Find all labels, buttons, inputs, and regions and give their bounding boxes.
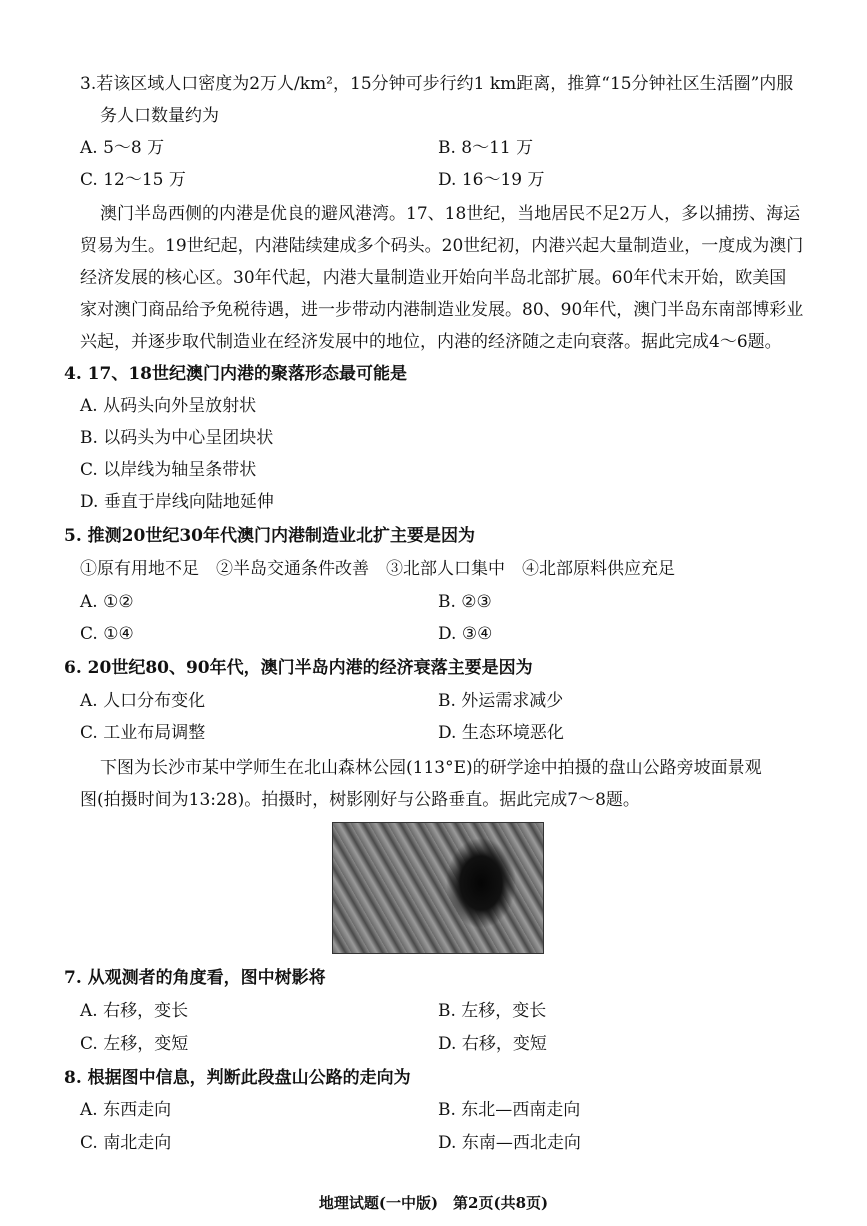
q5-option-d: D. ③④	[438, 624, 493, 644]
q5-stem: 5. 推测20世纪30年代澳门内港制造业北扩主要是因为	[64, 526, 475, 546]
q4-option-d: D. 垂直于岸线向陆地延伸	[80, 492, 274, 512]
q6-option-d: D. 生态环境恶化	[438, 723, 564, 743]
slope-tree-shadow-photo	[332, 822, 544, 954]
q8-option-c: C. 南北走向	[80, 1133, 172, 1153]
q3-option-d: D. 16～19 万	[438, 170, 545, 190]
passage2-line-1: 下图为长沙市某中学师生在北山森林公园(113°E)的研学途中拍摄的盘山公路旁坡面景观	[100, 758, 762, 778]
q5-items: ①原有用地不足 ②半岛交通条件改善 ③北部人口集中 ④北部原料供应充足	[80, 559, 675, 579]
q7-option-a: A. 右移，变长	[80, 1001, 189, 1021]
q7-option-c: C. 左移，变短	[80, 1034, 189, 1054]
q8-option-a: A. 东西走向	[80, 1100, 172, 1120]
q5-option-b: B. ②③	[438, 592, 492, 612]
passage1-line-1: 澳门半岛西侧的内港是优良的避风港湾。17、18世纪，当地居民不足2万人，多以捕捞、海运	[100, 204, 801, 224]
q6-option-c: C. 工业布局调整	[80, 723, 206, 743]
q8-stem: 8. 根据图中信息，判断此段盘山公路的走向为	[64, 1068, 411, 1088]
q3-option-b: B. 8～11 万	[438, 138, 534, 158]
page-footer: 地理试题(一中版) 第2页(共8页)	[318, 1194, 549, 1212]
q7-option-d: D. 右移，变短	[438, 1034, 547, 1054]
q3-option-a: A. 5～8 万	[80, 138, 165, 158]
q4-option-c: C. 以岸线为轴呈条带状	[80, 460, 257, 480]
q6-stem: 6. 20世纪80、90年代，澳门半岛内港的经济衰落主要是因为	[64, 658, 533, 678]
q5-option-c: C. ①④	[80, 624, 134, 644]
q5-option-a: A. ①②	[80, 592, 134, 612]
q6-option-b: B. 外运需求减少	[438, 691, 564, 711]
passage2-line-2: 图(拍摄时间为13:28)。拍摄时，树影刚好与公路垂直。据此完成7～8题。	[80, 790, 640, 810]
q6-option-a: A. 人口分布变化	[80, 691, 206, 711]
passage1-line-4: 家对澳门商品给予免税待遇，进一步带动内港制造业发展。80、90年代，澳门半岛东南部博彩业	[80, 300, 804, 320]
passage1-line-2: 贸易为生。19世纪起，内港陆续建成多个码头。20世纪初，内港兴起大量制造业，一度成为澳门	[80, 236, 804, 256]
q4-stem: 4. 17、18世纪澳门内港的聚落形态最可能是	[64, 364, 407, 384]
passage1-line-3: 经济发展的核心区。30年代起，内港大量制造业开始向半岛北部扩展。60年代末开始，欧美国	[80, 268, 787, 288]
q4-option-b: B. 以码头为中心呈团块状	[80, 428, 274, 448]
q7-option-b: B. 左移，变长	[438, 1001, 547, 1021]
passage1-line-5: 兴起，并逐步取代制造业在经济发展中的地位，内港的经济随之走向衰落。据此完成4～6题。	[80, 332, 782, 352]
q3-option-c: C. 12～15 万	[80, 170, 186, 190]
q7-stem: 7. 从观测者的角度看，图中树影将	[64, 968, 326, 988]
q8-option-b: B. 东北—西南走向	[438, 1100, 581, 1120]
q3-stem-line1: 3.若该区域人口密度为2万人/km²，15分钟可步行约1 km距离，推算“15分钟社区生活圈”内服	[80, 74, 794, 94]
q4-option-a: A. 从码头向外呈放射状	[80, 396, 257, 416]
q8-option-d: D. 东南—西北走向	[438, 1133, 581, 1153]
q3-stem-line2: 务人口数量约为	[100, 106, 219, 126]
